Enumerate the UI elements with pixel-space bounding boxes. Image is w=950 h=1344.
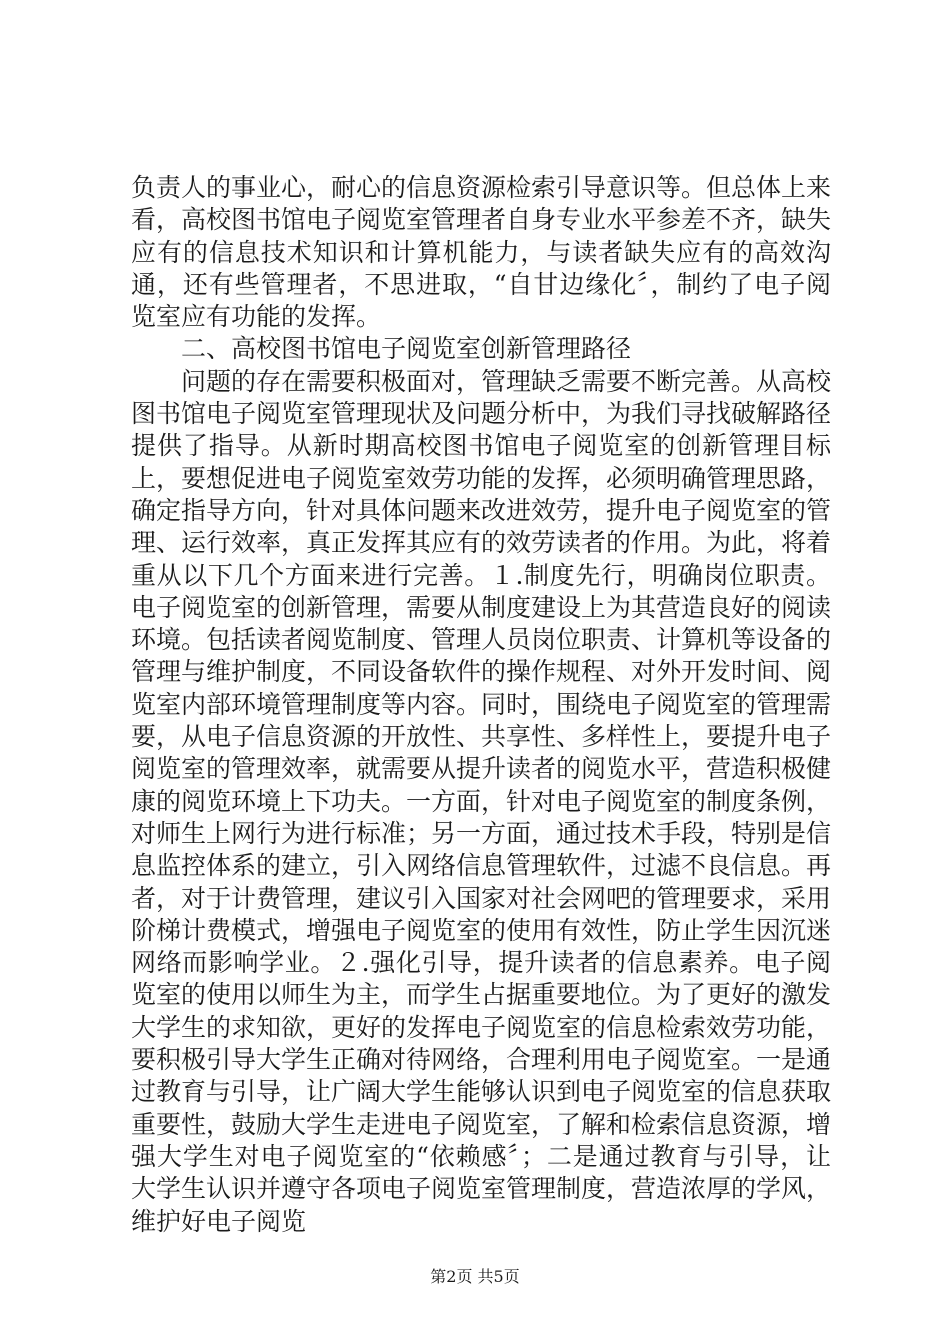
paragraph-continuation: 负责人的事业心，耐心的信息资源检索引导意识等。但总体上来看，高校图书馆电子阅览室管理者自身专业水平参差不齐，缺失应有的信息技术知识和计算机能力，与读者缺失应有的高效沟通，还有些管理者，不思进取，“自甘边缘化〞，制约了电子阅览室应有功能的发挥。	[131, 173, 832, 332]
document-body	[131, 172, 831, 1238]
section-heading: 二、高校图书馆电子阅览室创新管理路径	[181, 334, 632, 364]
paragraph-body: 问题的存在需要积极面对，管理缺乏需要不断完善。从高校图书馆电子阅览室管理现状及问题分析中，为我们寻找破解路径提供了指导。从新时期高校图书馆电子阅览室的创新管理目标上，要想促进电子阅览室效劳功能的发挥，必须明确管理思路，确定指导方向，针对具体问题来改进效劳，提升电子阅览室的管理、运行效率，真正发挥其应有的效劳读者的作用。为此，将着重从以下几个方面来进行完善。１.制度先行，明确岗位职责。电子阅览室的创新管理，需要从制度建设上为其营造良好的阅读环境。包括读者阅览制度、管理人员岗位职责、计算机等设备的管理与维护制度，不同设备软件的操作规程、对外开发时间、阅览室内部环境管理制度等内容。同时，围绕电子阅览室的管理需要，从电子信息资源的开放性、共享性、多样性上，要提升电子阅览室的管理效率，就需要从提升读者的阅览水平，营造积极健康的阅览环境上下功夫。一方面，针对电子阅览室的制度条例，对师生上网行为进行标准；另一方面，通过技术手段，特别是信息监控体系的建立，引入网络信息管理软件，过滤不良信息。再者，对于计费管理，建议引入国家对社会网吧的管理要求，采用阶梯计费模式，增强电子阅览室的使用有效性，防止学生因沉迷网络而影响学业。２.强化引导，提升读者的信息素养。电子阅览室的使用以师生为主，而学生占据重要地位。为了更好的激发大学生的求知欲，更好的发挥电子阅览室的信息检索效劳功能，要积极引导大学生正确对待网络，合理利用电子阅览室。一是通过教育与引导，让广阔大学生能够认识到电子阅览室的信息获取重要性，鼓励大学生走进电子阅览室，了解和检索信息资源，增强大学生对电子阅览室的“依赖感〞；二是通过教育与引导，让大学生认识并遵守各项电子阅览室管理制度，营造浓厚的学风，维护好电子阅览	[131, 366, 832, 1236]
page-footer: 第2页 共5页	[430, 1267, 520, 1286]
